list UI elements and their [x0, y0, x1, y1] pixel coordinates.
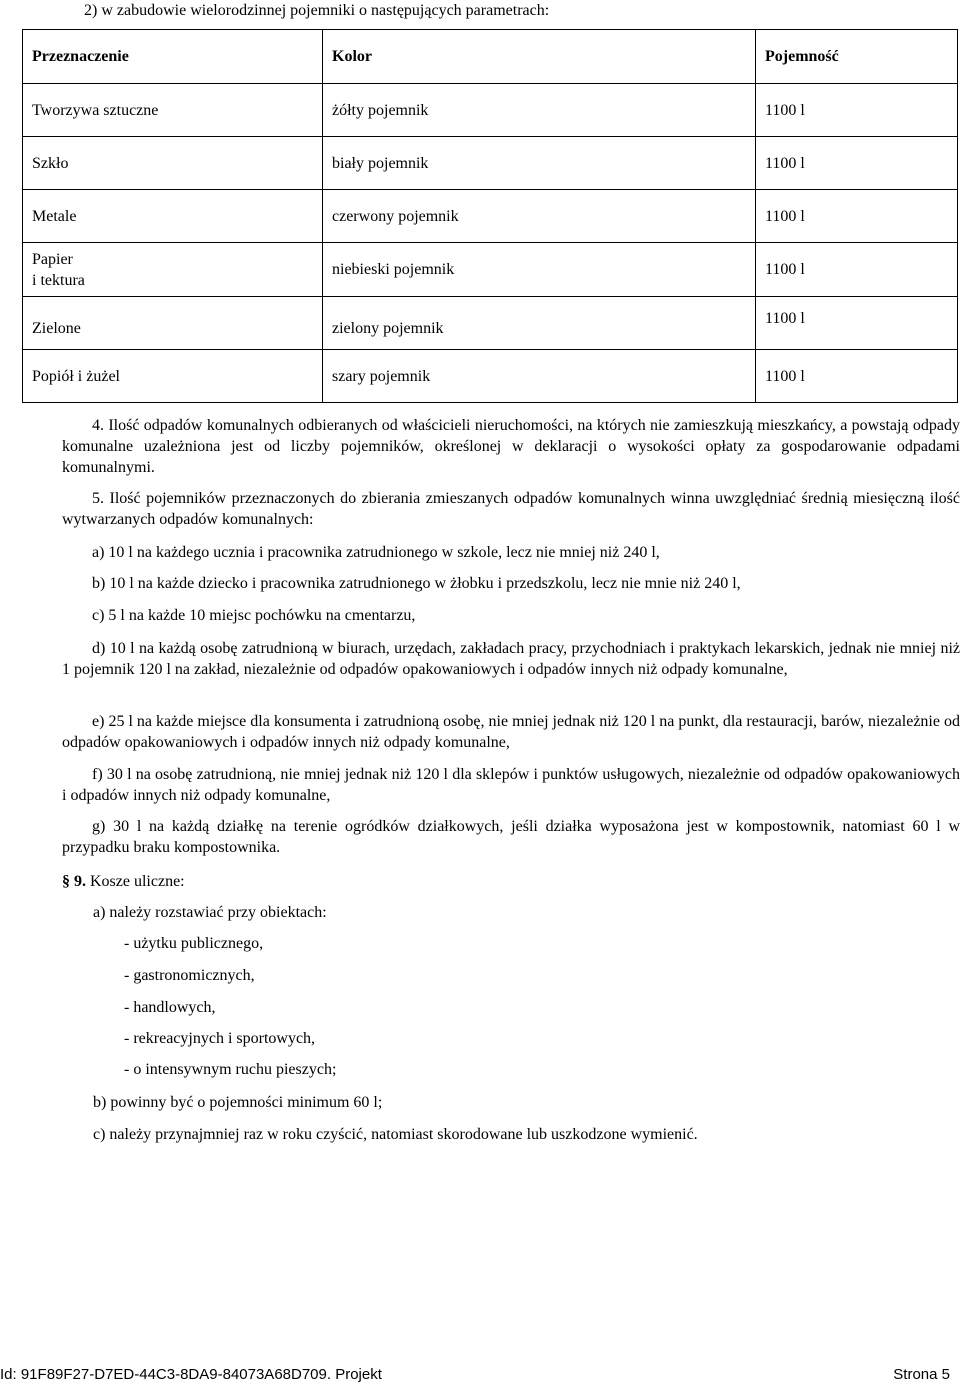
- cell-capacity: 1100 l: [756, 350, 958, 403]
- cell-purpose: Tworzywa sztuczne: [23, 84, 323, 137]
- intro-text: 2) w zabudowie wielorodzinnej pojemniki o następujących parametrach:: [84, 2, 550, 19]
- cell-purpose: Popiół i żużel: [23, 350, 323, 403]
- page-number: Strona 5: [893, 1366, 950, 1383]
- list-item: - rekreacyjnych i sportowych,: [124, 1030, 316, 1047]
- bin-parameters-table: [22, 29, 958, 403]
- header-przeznaczenie: Przeznaczenie: [23, 30, 323, 84]
- cell-color: biały pojemnik: [323, 137, 756, 190]
- section-mark: §: [62, 873, 70, 890]
- cell-capacity: 1100 l: [756, 137, 958, 190]
- document-id: Id: 91F89F27-D7ED-44C3-8DA9-84073A68D709. Projekt: [0, 1366, 382, 1383]
- section-9-item-a: a) należy rozstawiać przy obiektach:: [93, 904, 327, 921]
- list-item-b: b) 10 l na każde dziecko i pracownika zatrudnionego w żłobku i przedszkolu, lecz nie mnie niż 240 l,: [92, 575, 741, 592]
- cell-capacity: 1100 l: [756, 243, 958, 297]
- list-item-e: e) 25 l na każde miejsce dla konsumenta i zatrudnioną osobę, nie mniej jednak niż 120 l na punkt, dla restauracji, barów, niezależnie od odpadów opakowaniowych i odpadów innych niż odpady komunalne,: [62, 713, 960, 751]
- table-row: [23, 137, 958, 190]
- table-row: [23, 297, 958, 350]
- cell-color: czerwony pojemnik: [323, 190, 756, 243]
- list-item: - użytku publicznego,: [124, 935, 264, 952]
- cell-purpose: Zielone: [23, 297, 323, 350]
- cell-purpose-line1: Papier: [32, 250, 73, 268]
- cell-color: żółty pojemnik: [323, 84, 756, 137]
- header-kolor: Kolor: [323, 30, 756, 84]
- list-item-c: c) 5 l na każde 10 miejsc pochówku na cmentarzu,: [92, 607, 416, 624]
- section-number: 9.: [74, 873, 86, 890]
- table-header-row: [23, 30, 958, 84]
- table-row: [23, 350, 958, 403]
- list-item-f: f) 30 l na osobę zatrudnioną, nie mniej jednak niż 120 l dla sklepów i punktów usługowych, niezależnie od odpadów opakowaniowych i odpadów innych niż odpady komunalne,: [62, 766, 960, 804]
- cell-purpose: [23, 243, 323, 297]
- cell-purpose: Szkło: [23, 137, 323, 190]
- header-pojemnosc: Pojemność: [756, 30, 958, 84]
- paragraph-5: 5. Ilość pojemników przeznaczonych do zbierania zmieszanych odpadów komunalnych winna uwzględniać średnią miesięczną ilość wytwarzanych odpadów komunalnych:: [62, 490, 960, 528]
- cell-color: niebieski pojemnik: [323, 243, 756, 297]
- section-9-heading: [62, 871, 185, 892]
- list-item: - gastronomicznych,: [124, 967, 255, 984]
- cell-purpose-line2: i tektura: [32, 271, 85, 289]
- table-row: [23, 84, 958, 137]
- section-title: Kosze uliczne:: [90, 873, 185, 890]
- table-row: [23, 190, 958, 243]
- cell-color: zielony pojemnik: [323, 297, 756, 350]
- cell-capacity: 1100 l: [756, 297, 958, 350]
- table-row: [23, 243, 958, 297]
- list-item: - handlowych,: [124, 999, 216, 1016]
- section-9-item-b: b) powinny być o pojemności minimum 60 l;: [93, 1094, 383, 1111]
- cell-purpose: Metale: [23, 190, 323, 243]
- section-9-item-c: c) należy przynajmniej raz w roku czyścić, natomiast skorodowane lub uszkodzone wymienić.: [93, 1126, 698, 1143]
- cell-color: szary pojemnik: [323, 350, 756, 403]
- cell-capacity: 1100 l: [756, 190, 958, 243]
- list-item-g: g) 30 l na każdą działkę na terenie ogródków działkowych, jeśli działka wyposażona jest w kompostownik, natomiast 60 l w przypadku braku kompostownika.: [62, 818, 960, 856]
- list-item: - o intensywnym ruchu pieszych;: [124, 1061, 337, 1078]
- paragraph-4: 4. Ilość odpadów komunalnych odbieranych od właścicieli nieruchomości, na których nie zamieszkują mieszkańcy, a powstają odpady komunalne uzależniona jest od liczby pojemników, określonej w deklaracji o wysokości opłaty za gospodarowanie odpadami komunalnymi.: [62, 417, 960, 476]
- list-item-a: a) 10 l na każdego ucznia i pracownika zatrudnionego w szkole, lecz nie mniej niż 240 l,: [92, 544, 660, 561]
- cell-capacity: 1100 l: [756, 84, 958, 137]
- list-item-d: d) 10 l na każdą osobę zatrudnioną w biurach, urzędach, zakładach pracy, przychodniach i praktykach lekarskich, jednak nie mniej niż 1 pojemnik 120 l na zakład, niezależnie od odpadów opakowaniowych i odpadów innych niż odpady komunalne,: [62, 640, 960, 678]
